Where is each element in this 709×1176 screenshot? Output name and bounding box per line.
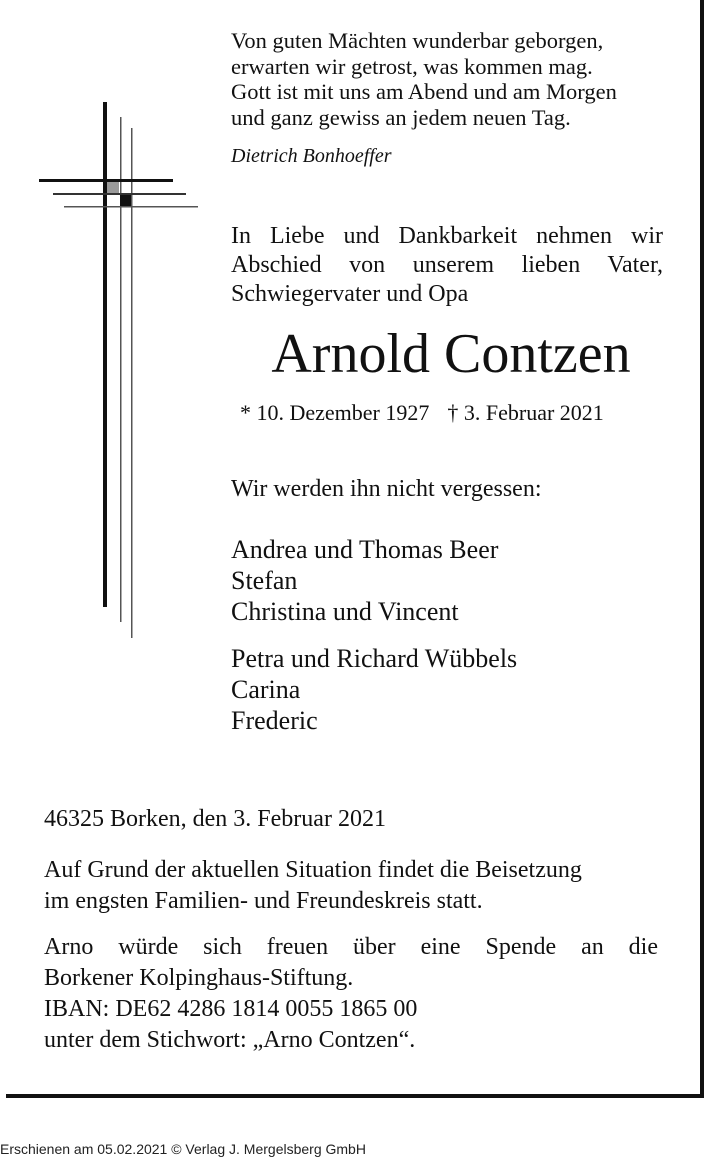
funeral-note-line: Auf Grund der aktuellen Situation findet die Beisetzung: [44, 857, 582, 883]
intro-line: In Liebe und Dankbarkeit nehmen wir: [231, 223, 663, 249]
cross-horizontal-line-1: [53, 193, 186, 195]
cross-vertical-bar-main: [103, 102, 107, 607]
death-date: † 3. Februar 2021: [447, 400, 604, 425]
mourner-name: Frederic: [231, 706, 318, 735]
poem-line: Von guten Mächten wunderbar geborgen,: [231, 28, 604, 53]
donation-note-line: Borkener Kolpinghaus-Stiftung.: [44, 965, 354, 991]
mourner-group-1: [231, 534, 498, 627]
deceased-name: Arnold Contzen: [271, 323, 631, 385]
remember-text: Wir werden ihn nicht vergessen:: [231, 476, 542, 502]
mourner-name: Petra und Richard Wübbels: [231, 644, 518, 673]
donation-note: [44, 932, 658, 1056]
cross-vertical-line-1: [120, 117, 122, 622]
mourner-group-2: [231, 643, 517, 736]
mourner-name: Carina: [231, 675, 301, 704]
donation-note-line: IBAN: DE62 4286 1814 0055 1865 00: [44, 996, 418, 1022]
funeral-note: [44, 855, 658, 917]
cross-vertical-line-2: [131, 128, 133, 638]
donation-note-line: unter dem Stichwort: „Arno Contzen“.: [44, 1027, 416, 1053]
place-date: 46325 Borken, den 3. Februar 2021: [44, 806, 386, 832]
intro-line: Abschied von unserem lieben Vater,: [231, 252, 663, 278]
publication-footer: Erschienen am 05.02.2021 © Verlag J. Mergelsberg GmbH: [0, 1141, 366, 1157]
poem-line: erwarten wir getrost, was kommen mag.: [231, 53, 593, 79]
cross-black-square: [120, 195, 131, 206]
cross-gray-square: [107, 182, 119, 193]
poem-line: und ganz gewiss an jedem neuen Tag.: [231, 104, 571, 130]
intro-text: [231, 222, 663, 309]
mourner-name: Christina und Vincent: [231, 597, 459, 626]
funeral-note-line: im engsten Familien- und Freundeskreis statt.: [44, 888, 483, 914]
intro-line: Schwiegervater und Opa: [231, 281, 469, 307]
mourner-name: Andrea und Thomas Beer: [231, 535, 499, 564]
poem-author: Dietrich Bonhoeffer: [231, 145, 392, 167]
poem: [231, 28, 617, 130]
poem-line: Gott ist mit uns am Abend und am Morgen: [231, 79, 617, 104]
donation-note-line: Arno würde sich freuen über eine Spende an die: [44, 934, 658, 960]
birth-date: * 10. Dezember 1927: [240, 400, 430, 425]
mourner-name: Stefan: [231, 566, 298, 595]
life-dates: [240, 400, 604, 426]
cross-horizontal-line-2: [64, 206, 198, 208]
cross-horizontal-bar-main: [39, 179, 173, 182]
